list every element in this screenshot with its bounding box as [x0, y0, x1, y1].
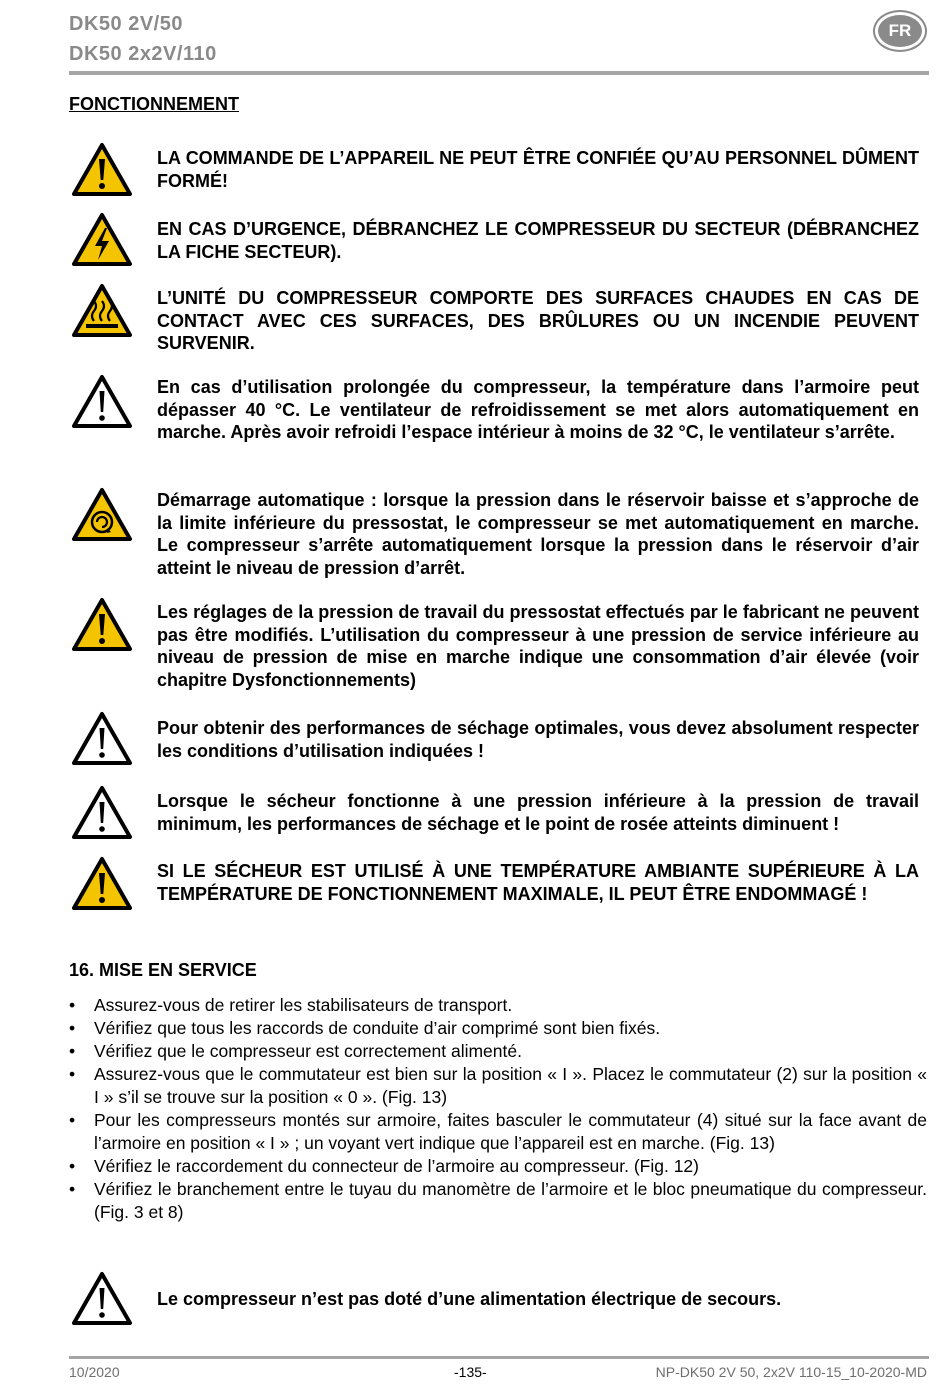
white-exclamation-icon: [71, 785, 133, 841]
yellow-automatic-start-icon: [71, 487, 133, 543]
commissioning-checklist: [69, 994, 927, 1224]
warning-text: Lorsque le sécheur fonctionne à une pression inférieure à la pression de travail minimum, les performances de séchage et le point de rosée atteints diminuent !: [157, 791, 919, 834]
list-item: [69, 1063, 927, 1109]
list-item: [69, 1017, 927, 1040]
warning-text: Démarrage automatique : lorsque la pression dans le réservoir baisse et s’approche de la limite inférieure du pressostat, le compresseur se met automatiquement en marche. Le compresseur s’arrête automatiquement lorsque la pression dans le réservoir d’air atteint le niveau de pression d’arrêt.: [157, 490, 919, 579]
bullet-marker: •: [69, 1156, 76, 1176]
bullet-marker: •: [69, 1018, 76, 1038]
list-item-text: Vérifiez le raccordement du connecteur de l’armoire au compresseur. (Fig. 12): [94, 1156, 699, 1176]
yellow-exclamation-icon: [71, 142, 133, 198]
bullet-marker: •: [69, 1179, 76, 1199]
white-exclamation-icon: [71, 711, 133, 767]
section-heading-mise-en-service: 16. MISE EN SERVICE: [69, 960, 257, 980]
footer-date: 10/2020: [69, 1364, 120, 1380]
list-item: [69, 1155, 927, 1178]
document-title-line-2: DK50 2x2V/110: [69, 43, 217, 65]
list-item: [69, 1109, 927, 1155]
list-item-text: Assurez-vous de retirer les stabilisateurs de transport.: [94, 995, 513, 1015]
list-item-text: Assurez-vous que le commutateur est bien sur la position « I ». Placez le commutateur (2) sur la position « I » s’il se trouve sur la position « 0 ». (Fig. 13): [94, 1064, 927, 1107]
bullet-marker: •: [69, 1064, 76, 1084]
warning-text: Les réglages de la pression de travail du pressostat effectués par le fabricant ne peuvent pas être modifiés. L’utilisation du compresseur à une pression de service inférieure au niveau de pression de mise en marche indique une consommation d’air élevée (voir chapitre Dysfonctionnements): [157, 602, 919, 691]
warning-text: L’UNITÉ DU COMPRESSEUR COMPORTE DES SURFACES CHAUDES EN CAS DE CONTACT AVEC CES SURFACES, DES BRÛLURES OU UN INCENDIE PEUVENT SURVENIR.: [157, 288, 919, 354]
bullet-marker: •: [69, 1041, 76, 1061]
list-item: [69, 1178, 927, 1224]
footer-divider: [69, 1356, 929, 1359]
yellow-exclamation-icon: [71, 597, 133, 653]
list-item-text: Vérifiez le branchement entre le tuyau du manomètre de l’armoire et le bloc pneumatique du compresseur. (Fig. 3 et 8): [94, 1179, 927, 1222]
final-warning-text: Le compresseur n’est pas doté d’une alimentation électrique de secours.: [157, 1289, 782, 1309]
list-item-text: Vérifiez que le compresseur est correctement alimenté.: [94, 1041, 522, 1061]
warning-text: En cas d’utilisation prolongée du compresseur, la température dans l’armoire peut dépasser 40 °C. Le ventilateur de refroidissement se met alors automatiquement en marche. Après avoir refroidi l’espace intérieur à moins de 32 °C, le ventilateur s’arrête.: [157, 377, 919, 443]
bullet-marker: •: [69, 1110, 76, 1130]
list-item-text: Pour les compresseurs montés sur armoire, faites basculer le commutateur (4) situé sur la face avant de l’armoire en position « I » ; un voyant vert indique que l’appareil est en marche. (Fig. 13): [94, 1110, 927, 1153]
list-item: [69, 1040, 927, 1063]
document-reference: NP-DK50 2V 50, 2x2V 110-15_10-2020-MD: [655, 1364, 927, 1380]
yellow-electric-hazard-icon: [71, 212, 133, 268]
warning-text: LA COMMANDE DE L’APPAREIL NE PEUT ÊTRE CONFIÉE QU’AU PERSONNEL DÛMENT FORMÉ!: [157, 148, 919, 191]
list-item-text: Vérifiez que tous les raccords de conduite d’air comprimé sont bien fixés.: [94, 1018, 661, 1038]
warning-text: EN CAS D’URGENCE, DÉBRANCHEZ LE COMPRESSEUR DU SECTEUR (DÉBRANCHEZ LA FICHE SECTEUR).: [157, 219, 919, 262]
bullet-marker: •: [69, 995, 76, 1015]
page-number: -135-: [454, 1364, 487, 1380]
white-exclamation-icon: [71, 374, 133, 430]
yellow-exclamation-icon: [71, 856, 133, 912]
header-divider: [69, 71, 929, 75]
list-item: [69, 994, 927, 1017]
warning-text: SI LE SÉCHEUR EST UTILISÉ À UNE TEMPÉRATURE AMBIANTE SUPÉRIEURE À LA TEMPÉRATURE DE FONCTIONNEMENT MAXIMALE, IL PEUT ÊTRE ENDOMMAGÉ !: [157, 861, 919, 904]
section-title: FONCTIONNEMENT: [69, 94, 239, 114]
white-exclamation-icon: [71, 1271, 133, 1327]
document-title-line-1: DK50 2V/50: [69, 13, 183, 35]
language-badge: FR: [875, 12, 925, 50]
warning-text: Pour obtenir des performances de séchage optimales, vous devez absolument respecter les conditions d’utilisation indiquées !: [157, 718, 919, 761]
yellow-hot-surface-icon: [71, 283, 133, 339]
